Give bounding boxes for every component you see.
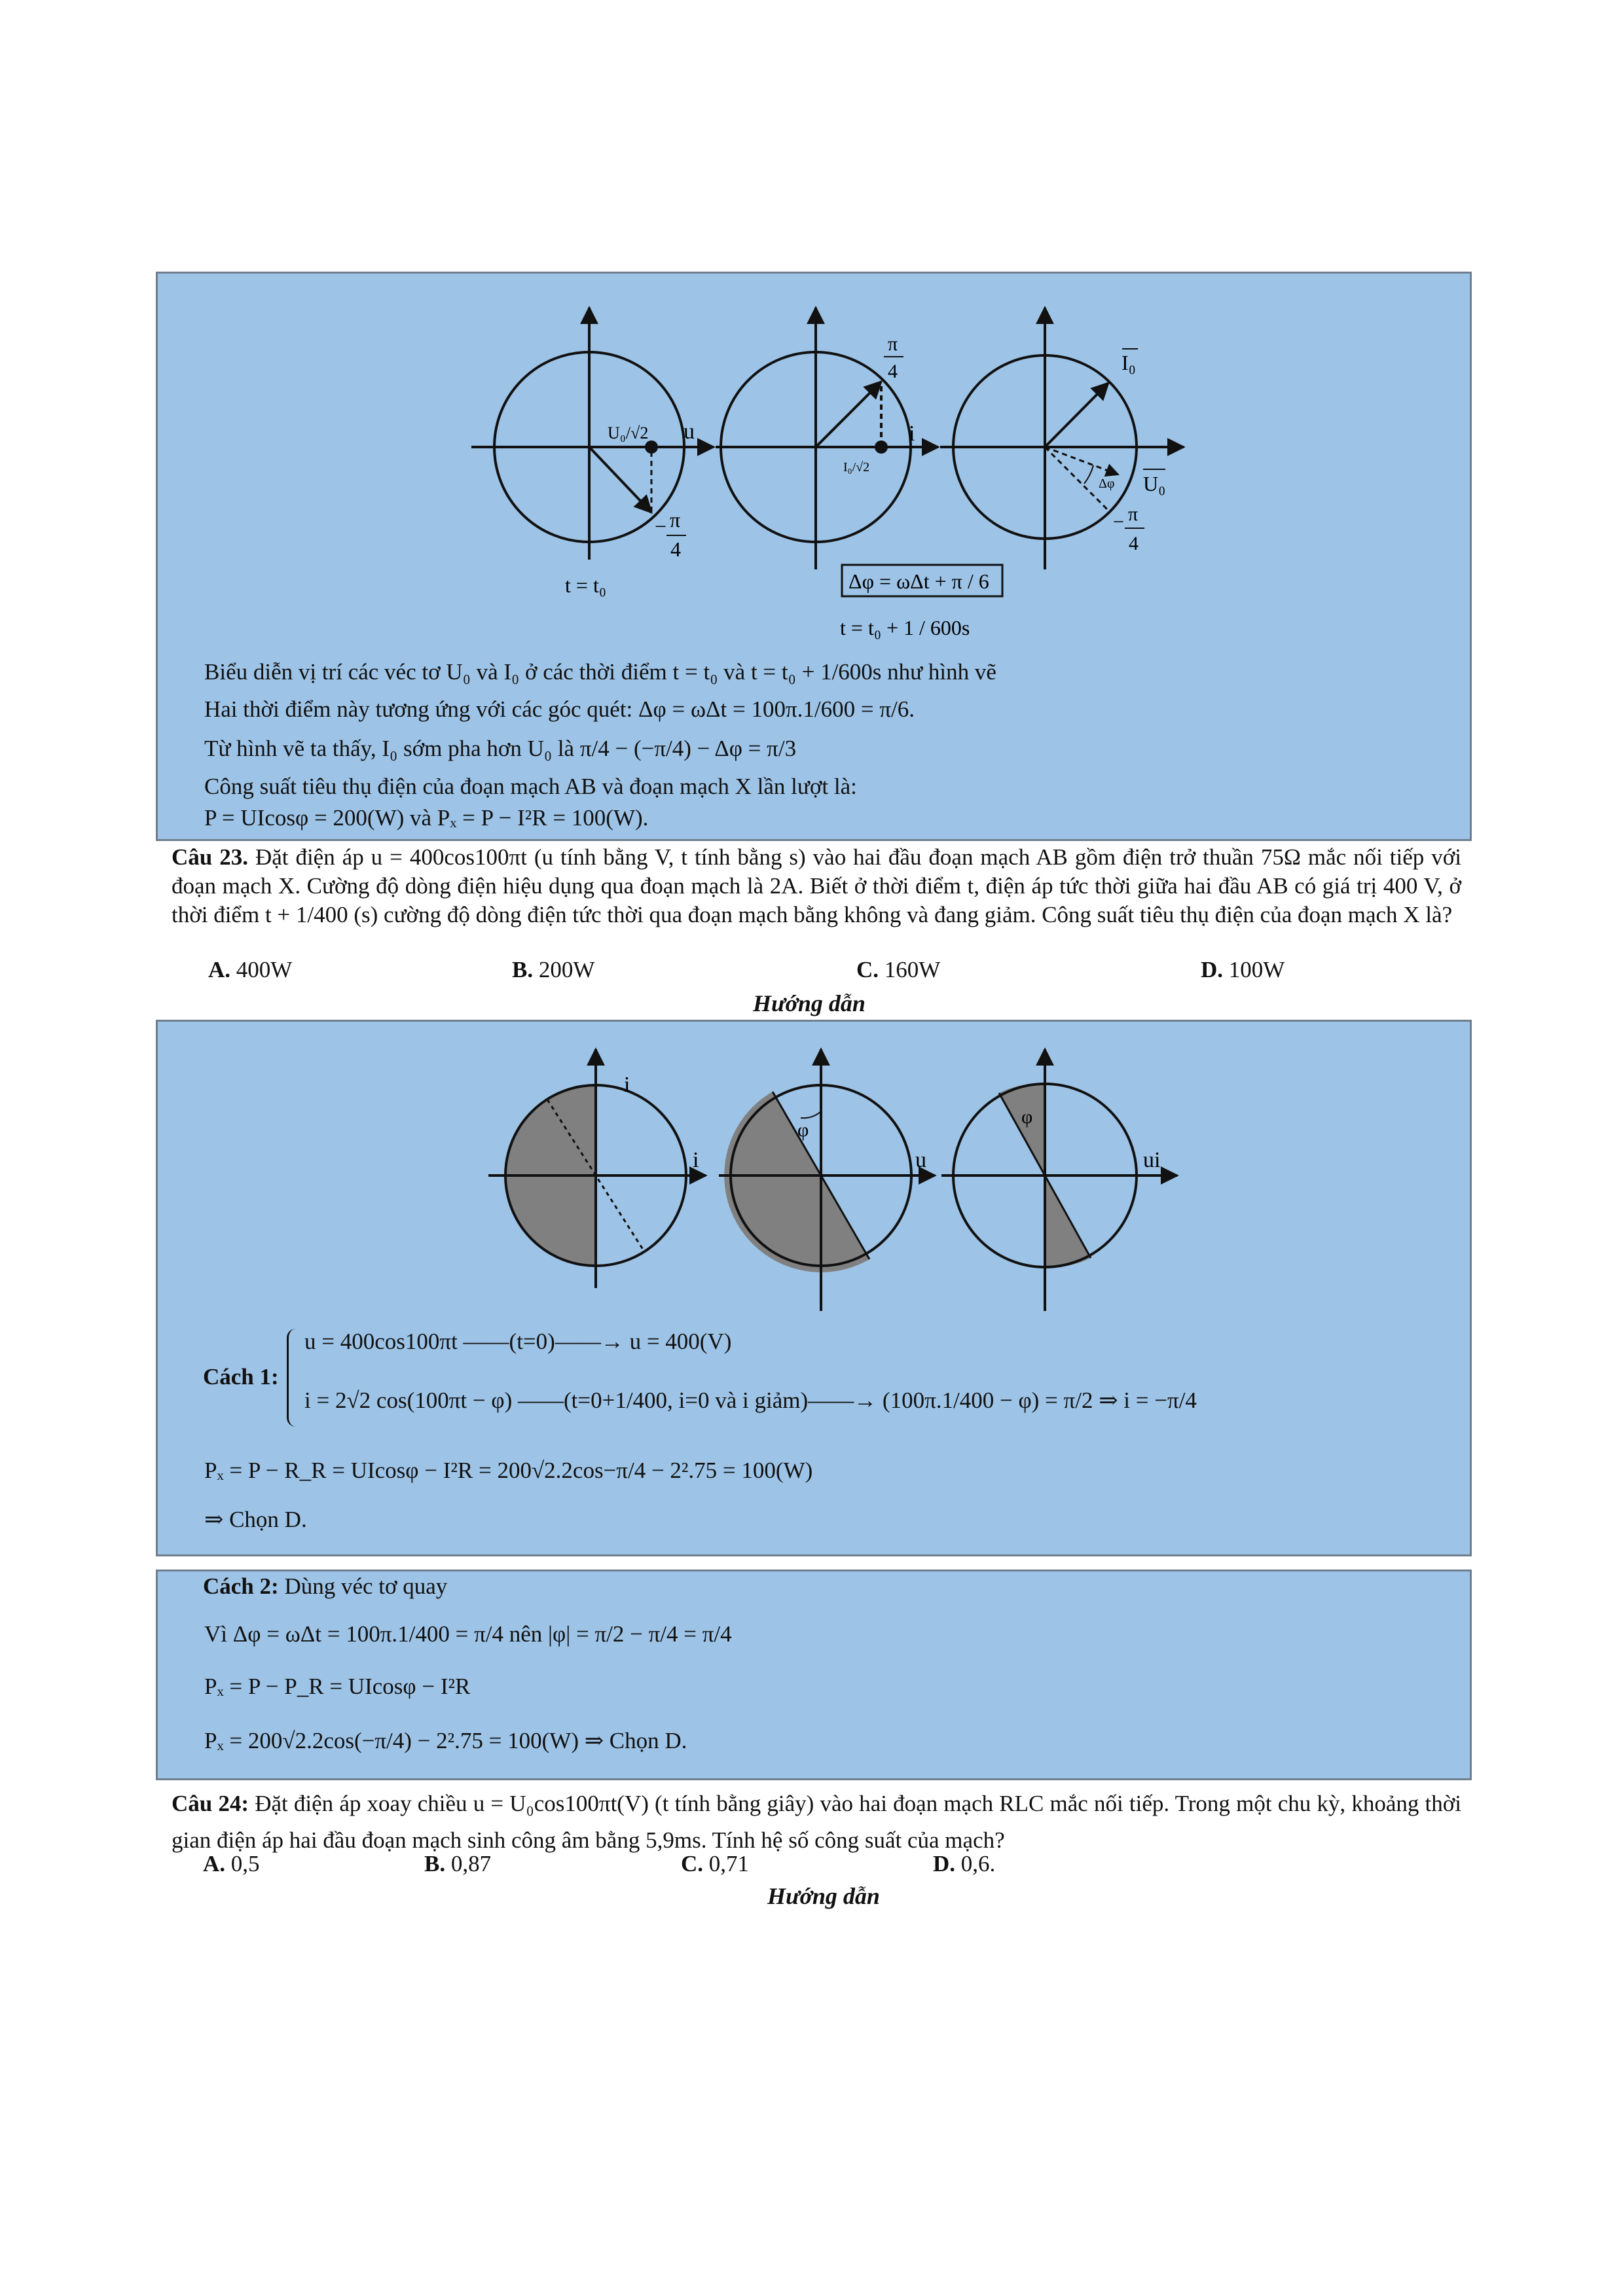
box1-line-1: Biểu diễn vị trí các véc tơ U₀ và I₀ ở các thời điểm t = t₀ và t = t₀ + 1/600s như hình vẽ (204, 659, 996, 685)
phasor-circle-t1 (940, 308, 1184, 569)
shaded-circle-2 (719, 1049, 935, 1311)
box1-line-4: Công suất tiêu thụ điện của đoạn mạch AB và đoạn mạch X lần lượt là: (204, 774, 857, 799)
q23-option-b: B. 200W (512, 957, 595, 982)
label-pi-top: π (888, 333, 898, 355)
label-i-axis: i (909, 422, 915, 446)
label-pi: π (670, 508, 681, 531)
cach1-power: Pₓ = P − R_R = UIcosφ − I²R = 200√2.2cos−π/4 − 2².75 = 100(W) (204, 1458, 813, 1483)
label-pi-3: π (1128, 503, 1139, 525)
label-t1: t = t₀ + 1 / 600s (840, 616, 970, 639)
shaded-circle-3 (941, 1049, 1177, 1311)
q23-guide-heading: Hướng dẫn (753, 990, 866, 1016)
question-23 (172, 843, 1461, 929)
label-minus-3: − (1113, 511, 1124, 533)
q23-option-a: A. 400W (208, 957, 293, 982)
q24-option-c: C. 0,71 (681, 1851, 750, 1876)
box1-line-3: Từ hình vẽ ta thấy, I₀ sớm pha hơn U₀ là π/4 − (−π/4) − Δφ = π/3 (204, 736, 797, 761)
phasor-diagrams-1 (156, 272, 1472, 664)
cach2-line-3: Pₓ = 200√2.2cos(−π/4) − 2².75 = 100(W) ⇒ Chọn D. (204, 1728, 687, 1753)
question-23-label: Câu 23. (172, 844, 248, 870)
question-24-label: Câu 24: (172, 1791, 249, 1816)
cach1-label: Cách 1: (203, 1364, 279, 1390)
label-phi-2: φ (797, 1119, 809, 1141)
box1-line-2: Hai thời điểm này tương ứng với các góc quét: Δφ = ωΔt = 100π.1/600 = π/6. (204, 696, 915, 722)
label-I0-vec: I₀ (1122, 351, 1136, 374)
label-dphi: Δφ (1099, 476, 1115, 491)
phasor-diagrams-2 (156, 1020, 1472, 1327)
label-i0-sqrt2: I₀/√2 (843, 460, 870, 475)
label-minus: − (655, 514, 667, 538)
cach1-system-1: u = 400cos100πt ——(t=0)——→ u = 400(V) (304, 1329, 732, 1354)
cach2-line-1: Vì Δφ = ωΔt = 100π.1/400 = π/4 nên |φ| = π/2 − π/4 = π/4 (204, 1621, 732, 1647)
question-24-text: Đặt điện áp xoay chiều u = U₀cos100πt(V) (t tính bằng giây) vào hai đoạn mạch RLC mắc nối tiếp. Trong một chu kỳ, khoảng thời gian điện áp hai đầu đoạn mạch sinh công âm bằng 5,9ms. Tính hệ số công suất của mạch? (172, 1791, 1461, 1853)
cach2-heading: Cách 2: Dùng véc tơ quay (203, 1573, 448, 1599)
label-U0-vec: U₀ (1143, 472, 1166, 495)
label-four: 4 (670, 537, 681, 561)
shaded-circle-1 (488, 1049, 706, 1288)
question-23-text: Đặt điện áp u = 400cos100πt (u tính bằng V, t tính bằng s) vào hai đầu đoạn mạch AB gồm điện trở thuần 75Ω mắc nối tiếp với đoạn mạch X. Cường độ dòng điện hiệu dụng qua đoạn mạch là 2A. Biết ở thời điểm t, điện áp tức thời giữa hai đầu AB có giá trị 400 V, ở thời điểm t + 1/400 (s) cường độ dòng điện tức thời qua đoạn mạch bằng không và đang giảm. Công suất tiêu thụ điện của đoạn mạch X là? (172, 844, 1461, 927)
q23-option-d: D. 100W (1201, 957, 1285, 982)
cach1-system-2: i = 2√2 cos(100πt − φ) ——(t=0+1/400, i=0 và i giảm)——→ (100π.1/400 − φ) = π/2 ⇒ i = −π/4 (304, 1388, 1197, 1413)
q24-guide-heading: Hướng dẫn (767, 1883, 880, 1909)
cach1-choose: ⇒ Chọn D. (204, 1507, 307, 1532)
question-24 (172, 1785, 1461, 1859)
label-four-top: 4 (888, 361, 898, 382)
phasor-circle-mid (716, 308, 1002, 639)
label-dphi-box: Δφ = ωΔt + π / 6 (848, 569, 989, 593)
label-ui-axis: ui (1143, 1148, 1161, 1172)
q24-option-b: B. 0,87 (424, 1851, 492, 1876)
q24-option-d: D. 0,6. (933, 1851, 996, 1876)
phasor-circle-t0 (471, 308, 714, 597)
cach2-line-2: Pₓ = P − P_R = UIcosφ − I²R (204, 1674, 471, 1699)
q24-option-a: A. 0,5 (203, 1851, 260, 1876)
box1-line-5: P = UIcosφ = 200(W) và Pₓ = P − I²R = 100(W). (204, 805, 649, 831)
label-t0: t = t₀ (565, 573, 606, 597)
label-u-axis-2: u (915, 1148, 926, 1172)
label-phi-3: φ (1021, 1106, 1033, 1128)
label-i-horizontal: i (693, 1148, 699, 1172)
label-u-axis: u (684, 420, 695, 444)
brace (287, 1329, 302, 1427)
label-u0-sqrt2: U₀/√2 (608, 423, 649, 442)
label-four-3: 4 (1129, 533, 1139, 554)
q23-option-c: C. 160W (856, 957, 941, 982)
label-i-vertical: i (624, 1073, 630, 1097)
